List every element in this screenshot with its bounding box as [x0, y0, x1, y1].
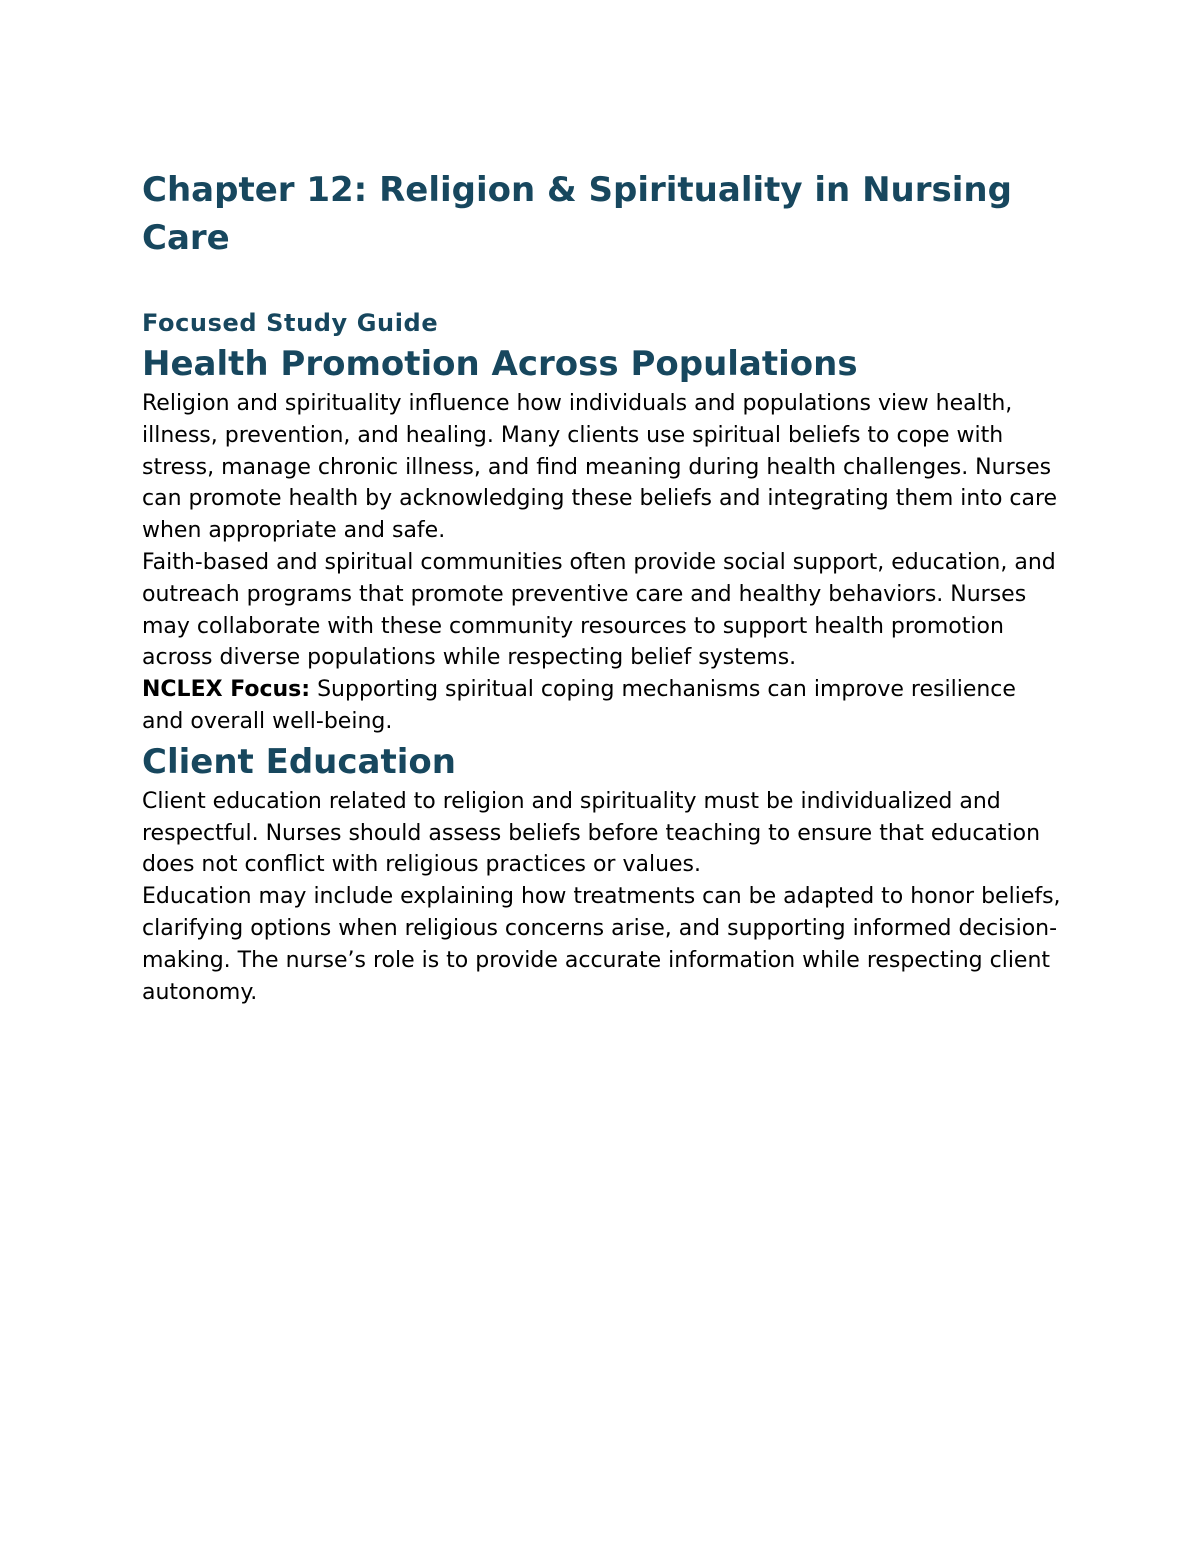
- health-promotion-paragraph-2: Faith-based and spiritual communities often provide social support, education, and outreach programs that promote preventive care and healthy behaviors. Nurses may collaborate with these community resources to support health promotion across diverse populations while respecting belief systems.: [142, 549, 1056, 671]
- section-heading-health-promotion: Health Promotion Across Populations: [142, 344, 858, 384]
- section-health-promotion: [142, 340, 1062, 738]
- nclex-focus-text: Supporting spiritual coping mechanisms can improve resilience and overall well-being.: [142, 677, 1016, 734]
- nclex-focus-note: [142, 674, 1062, 738]
- document-subtitle: Focused Study Guide: [142, 309, 439, 337]
- section-client-education: [142, 738, 1062, 1009]
- nclex-focus-label: NCLEX Focus:: [142, 677, 311, 703]
- chapter-title: Chapter 12: Religion & Spirituality in Nursing Care: [142, 170, 1012, 258]
- health-promotion-paragraph-1: Religion and spirituality influence how individuals and populations view health, illness, prevention, and healing. Many clients use spiritual beliefs to cope with stress, manage chronic illness, and find meaning during health challenges. Nurses can promote health by acknowledging these beliefs and integrating them into care when appropriate and safe.: [142, 391, 1058, 544]
- client-education-paragraph-1: Client education related to religion and spirituality must be individualized and respectful. Nurses should assess beliefs before teaching to ensure that education does not conflict with religious practices or values.: [142, 788, 1041, 878]
- document-content: [142, 166, 1062, 1008]
- client-education-paragraph-2: Education may include explaining how treatments can be adapted to honor beliefs, clarifying options when religious concerns arise, and supporting informed decision-making. The nurse’s role is to provide accurate information while respecting client autonomy.: [142, 884, 1061, 1005]
- section-heading-client-education: Client Education: [142, 741, 456, 782]
